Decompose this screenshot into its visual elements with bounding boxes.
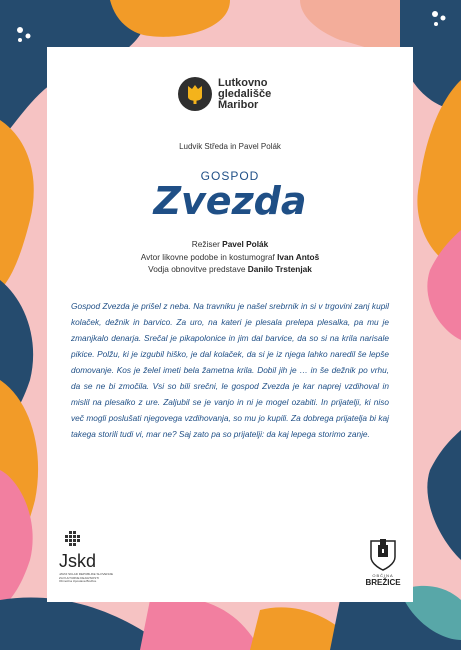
credit-label: Vodja obnovitve predstave (148, 264, 248, 274)
authors: Ludvik Středa in Pavel Polák (179, 142, 281, 151)
theatre-logo (178, 73, 298, 115)
title-big: Zvezda (153, 179, 307, 223)
brezice-crest-icon (368, 535, 398, 571)
jskd-subtitle (59, 573, 119, 584)
credit-name: Danilo Trstenjak (247, 264, 312, 274)
credit-label: Režiser (191, 239, 223, 249)
theatre-name-line3: Maribor (218, 98, 259, 111)
title-small: GOSPOD (200, 169, 260, 183)
credits (47, 238, 413, 276)
credit-name: Ivan Antoš (277, 251, 320, 262)
puppet-logo-icon (178, 77, 212, 111)
credit-name: Pavel Polák (222, 239, 269, 249)
poster-card (47, 47, 413, 602)
jskd-subtitle-line: ZA KULTURNE DEJAVNOSTI (59, 575, 99, 580)
credit-line (47, 251, 413, 264)
obcina-name: BREŽICE (365, 578, 401, 587)
theatre-name (218, 78, 271, 111)
jskd-logo (55, 531, 135, 591)
credit-label: Avtor likovne podobe in kostumograf (140, 251, 278, 262)
synopsis: Gospod Zvezda je prišel z neba. Na travniku je našel srebrnik in si v trgovini zanj kupil kolaček, dežnik in barvico. Za uro, na kateri je plesala prelepa plesalka, pa mu je zmanjkalo denarja. Srečal je pikapolonice in jim dal barvice, da so si na krila narisale pikice. Polžu, ki je izgubil hiško, je dal kolaček, da si je iz njega lahko naredil še lepše domovanje. Kos je želel imeti bela žametna krila. Dobil jih je … in še dežnik po vrhu, da se ne bi zmočila. Vsi so bili srečni, le gospod Zvezda je kar naprej vzdihoval in mislil na plesalko z ure. Zaljubil se je vanjo in ni je mogel ozabiti. In prijatelji, ki niso več mogli poslušati njegovega vzdihovanja, so mu jo kupili. Za dobrega prijatelja bi kaj takega storili tudi vi, mar ne? Saj zato pa so prijatelji: da kaj lepega storimo zanje. (71, 301, 389, 439)
theatre-name-line2: gledališče (218, 87, 272, 100)
obcina-label: OBČINA (372, 573, 394, 578)
jskd-subtitle-line: JAVNI SKLAD REPUBLIKE SLOVENIJE (59, 572, 113, 576)
brezice-logo (359, 535, 407, 595)
theatre-name-line1: Lutkovno (218, 76, 268, 89)
credit-line (47, 238, 413, 251)
jskd-word: Jskd (59, 551, 97, 571)
jskd-logo-icon (61, 531, 85, 553)
credit-line (47, 263, 413, 276)
jskd-subtitle-line: Območna izpostava Brežice (59, 579, 97, 584)
